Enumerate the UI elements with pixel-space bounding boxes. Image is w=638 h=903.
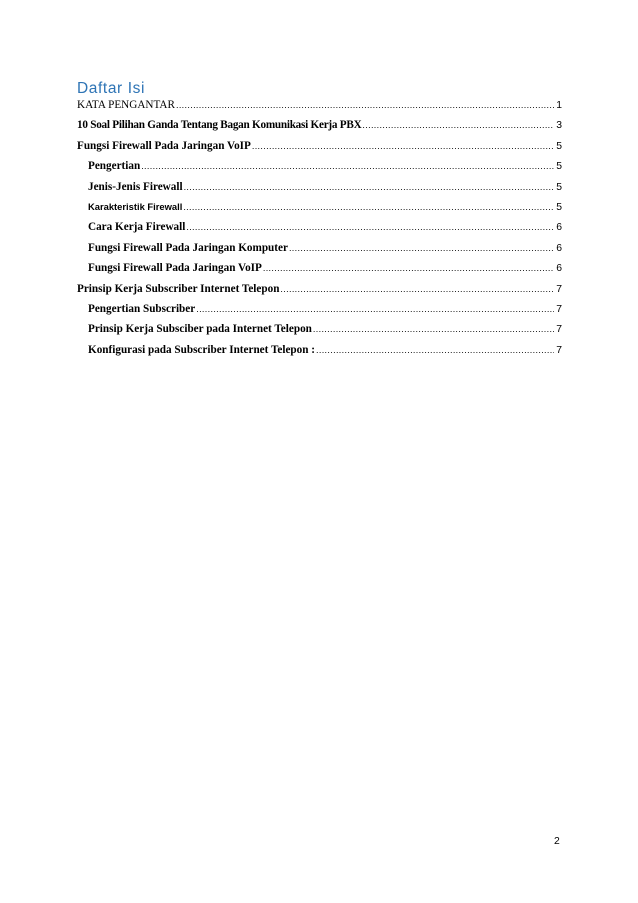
toc-entry-title: Konfigurasi pada Subscriber Internet Telepon : (88, 343, 315, 356)
toc-entry-title: Prinsip Kerja Subscriber Internet Telepon (77, 282, 280, 295)
toc-entry[interactable] (77, 119, 562, 139)
toc-leader-dots (252, 140, 554, 152)
toc-entry-page: 1 (556, 100, 562, 111)
toc-entry[interactable] (77, 221, 562, 241)
toc-leader-dots (176, 99, 554, 111)
toc-entry-page: 3 (556, 120, 562, 132)
toc-entry[interactable] (77, 160, 562, 180)
toc-leader-dots (313, 323, 554, 335)
toc-entry-title: 10 Soal Pilihan Ganda Tentang Bagan Komunikasi Kerja PBX (77, 119, 362, 132)
toc-list (77, 99, 562, 364)
toc-heading: Daftar Isi (77, 80, 146, 97)
toc-entry-page: 6 (556, 242, 562, 254)
toc-entry[interactable] (77, 181, 562, 201)
toc-entry-page: 5 (556, 140, 562, 152)
toc-entry-title: Pengertian (88, 160, 141, 173)
toc-entry[interactable] (77, 283, 562, 303)
toc-entry-page: 7 (556, 283, 562, 295)
toc-entry-page: 5 (556, 161, 562, 173)
toc-leader-dots (316, 344, 554, 356)
toc-entry[interactable] (77, 323, 562, 343)
page-number: 2 (554, 836, 560, 847)
toc-entry-title: Fungsi Firewall Pada Jaringan VoIP (77, 139, 251, 152)
toc-leader-dots (362, 119, 554, 131)
toc-entry[interactable] (77, 303, 562, 323)
toc-entry[interactable] (77, 201, 562, 221)
toc-entry[interactable] (77, 99, 562, 119)
toc-entry-page: 7 (556, 324, 562, 336)
toc-entry-title: KATA PENGANTAR (77, 99, 175, 111)
toc-leader-dots (280, 283, 554, 295)
toc-entry-page: 6 (556, 222, 562, 234)
toc-leader-dots (263, 262, 554, 274)
toc-leader-dots (196, 303, 554, 315)
toc-entry-page: 7 (556, 344, 562, 356)
toc-entry[interactable] (77, 242, 562, 262)
toc-entry[interactable] (77, 262, 562, 282)
toc-entry-page: 7 (556, 303, 562, 315)
toc-leader-dots (184, 181, 555, 193)
toc-leader-dots (186, 221, 554, 233)
toc-entry[interactable] (77, 344, 562, 364)
toc-leader-dots (183, 201, 554, 213)
toc-entry-page: 5 (556, 181, 562, 193)
toc-entry-title: Jenis-Jenis Firewall (88, 180, 183, 193)
toc-entry[interactable] (77, 140, 562, 160)
toc-entry-page: 5 (556, 201, 562, 213)
toc-leader-dots (141, 160, 554, 172)
toc-entry-title: Cara Kerja Firewall (88, 221, 186, 234)
toc-entry-title: Karakteristik Firewall (88, 200, 183, 212)
toc-entry-title: Fungsi Firewall Pada Jaringan Komputer (88, 241, 288, 254)
toc-entry-title: Prinsip Kerja Subsciber pada Internet Telepon (88, 323, 312, 336)
toc-leader-dots (289, 242, 554, 254)
toc-entry-title: Pengertian Subscriber (88, 302, 196, 315)
toc-entry-page: 6 (556, 263, 562, 275)
toc-entry-title: Fungsi Firewall Pada Jaringan VoIP (88, 262, 262, 275)
